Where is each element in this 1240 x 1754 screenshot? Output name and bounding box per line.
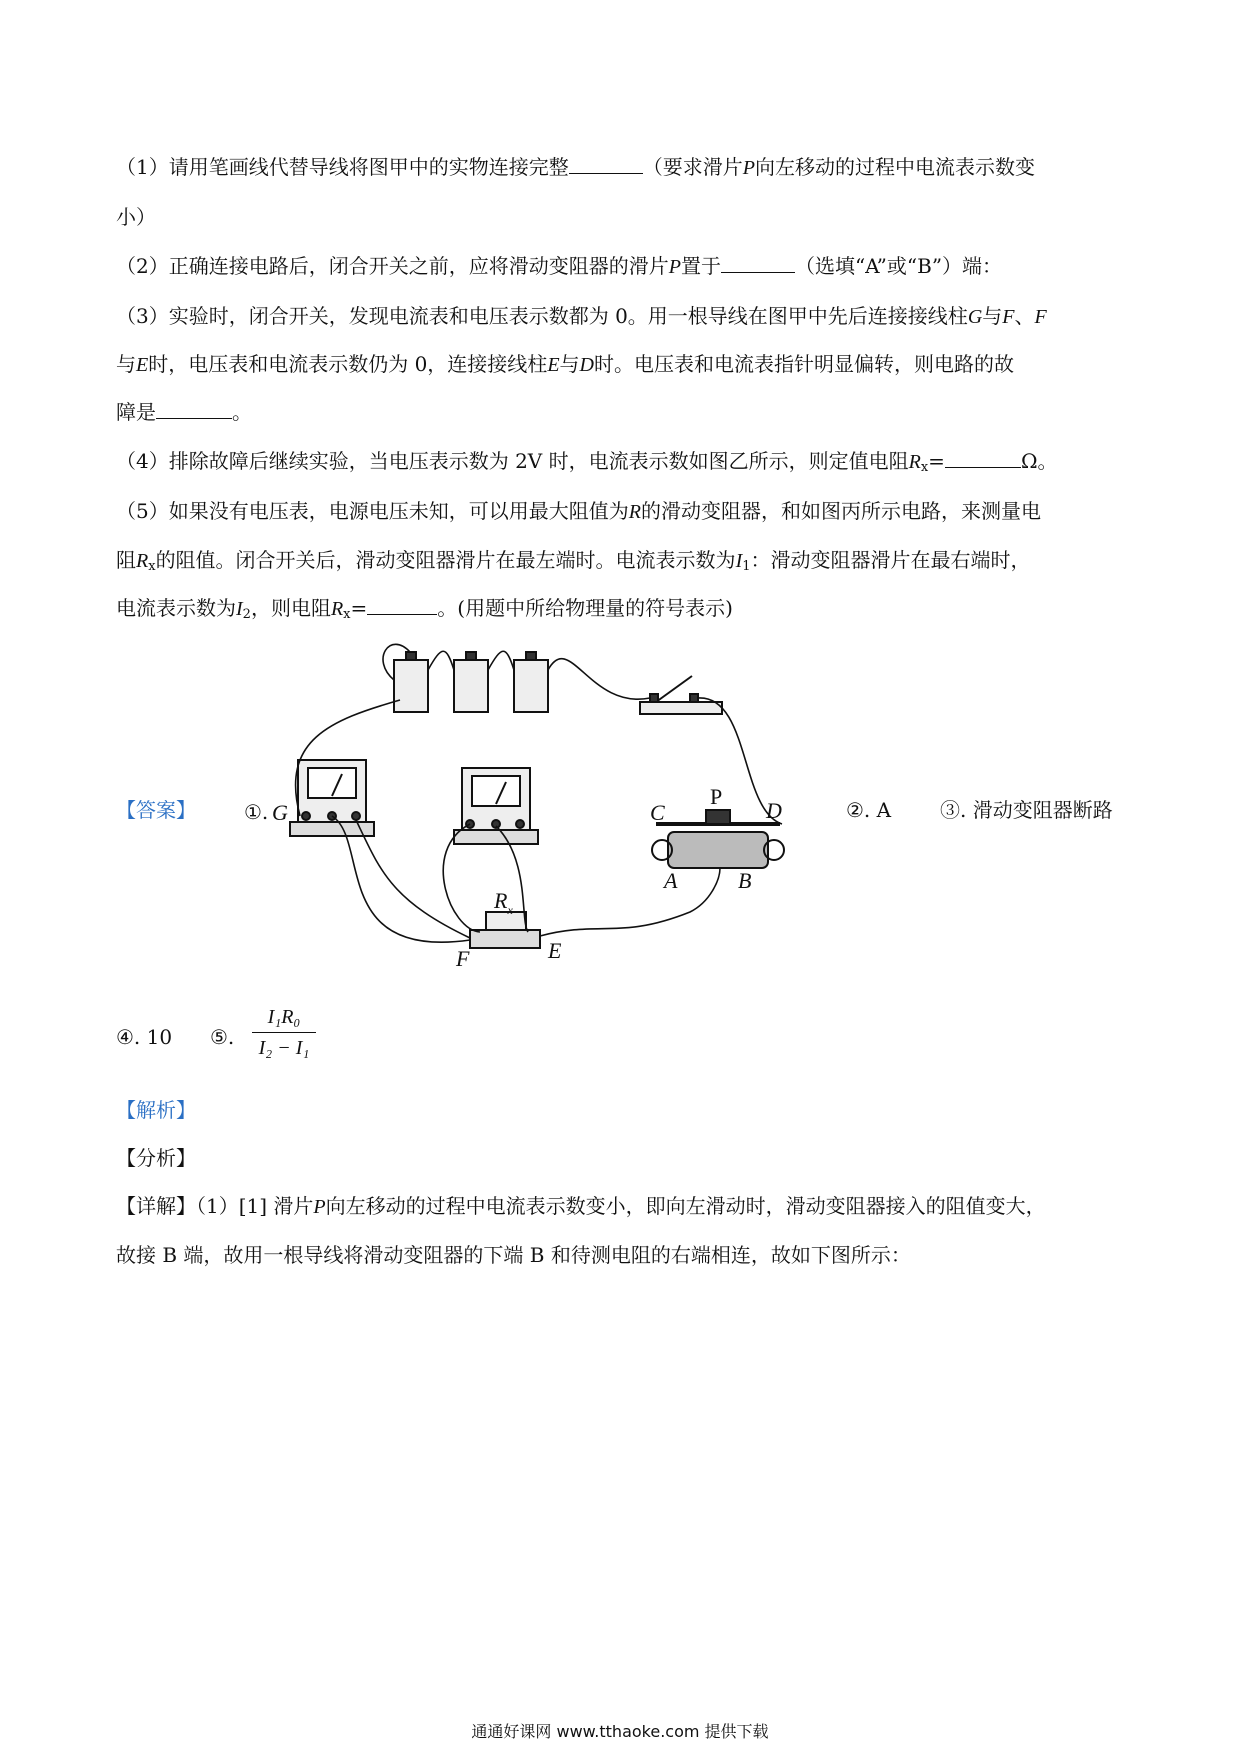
q4-blank (945, 447, 1021, 468)
q3-text-line2-b: 时，电压表和电流表示数仍为 0，连接接线柱 (148, 352, 548, 376)
q1-line2 (116, 202, 156, 232)
q2-text-b: 置于 (680, 254, 721, 278)
q3-text-line2-c: 与 (559, 352, 580, 376)
q2-line (116, 251, 1002, 282)
q4-text-a: （4）排除故障后继续实验，当电压表示数为 2V 时，电流表示数如图乙所示，则定值电阻 (116, 449, 909, 473)
battery-icon (394, 652, 548, 712)
detail-line1 (116, 1191, 1046, 1222)
q1-text-c: 向左移动的过程中电流表示数变 (754, 155, 1035, 179)
q5-text-a: （5）如果没有电压表，电源电压未知，可以用最大阻值为 (116, 499, 629, 523)
answer-tag: 【答案】 (116, 798, 196, 822)
q5-sub-x2: x (343, 607, 351, 622)
label-f: F (456, 946, 470, 970)
q3-var-e: E (136, 354, 149, 376)
q2-text-a: （2）正确连接电路后，闭合开关之前，应将滑动变阻器的滑片 (116, 254, 669, 278)
label-g: G (272, 800, 288, 825)
label-d: D (766, 798, 782, 823)
detail-text-a: （1）[1] 滑片 (196, 1194, 314, 1218)
q3-var-g: G (967, 306, 983, 328)
voltmeter-icon (454, 768, 538, 844)
answer-5-fraction (252, 1004, 316, 1061)
q5-text-line3-a: 电流表示数为 (116, 596, 236, 620)
q3-text-a: （3）实验时，闭合开关，发现电流表和电压表示数都为 0。用一根导线在图甲中先后连接接线柱 (116, 304, 968, 328)
fraction-denominator: I₂ − I₁ (258, 1037, 310, 1059)
label-rx: $R_x$ (494, 888, 513, 917)
detail-text-b: 向左移动的过程中电流表示数变小，即向左滑动时，滑动变阻器接入的阻值变大， (325, 1194, 1046, 1218)
resistor-icon (470, 912, 540, 948)
label-b: B (738, 868, 752, 893)
q1-blank (569, 153, 643, 174)
q3-blank (156, 398, 232, 419)
q5-text-line2-a: 阻 (116, 548, 136, 572)
q5-sub-1: 1 (742, 559, 751, 574)
q1-text-b: （要求滑片 (642, 155, 743, 179)
q4-line (116, 446, 1058, 483)
q5-sub-x: x (148, 559, 156, 574)
ammeter-icon (290, 760, 374, 836)
analysis-tag: 【解析】 (116, 1098, 196, 1122)
q2-var-p: P (668, 256, 681, 278)
label-e: E (548, 938, 562, 963)
fraction-bar (252, 1032, 316, 1033)
q3-var-d: D (579, 354, 594, 376)
detail-tag: 【详解】 (116, 1194, 196, 1218)
rheostat-icon (652, 810, 784, 868)
q3-line3 (116, 397, 252, 427)
q5-line1 (116, 496, 1041, 527)
q5-var-r3: R (330, 598, 344, 620)
q5-sub-2: 2 (242, 607, 251, 622)
answer-5-marker: ⑤. (210, 1025, 235, 1049)
q5-text-line3-c: = (350, 596, 368, 620)
answer-2: ②. A (846, 798, 892, 822)
q5-line2 (116, 545, 1031, 582)
q5-var-r: R (628, 501, 641, 523)
q3-line1 (116, 301, 1047, 332)
answer-4: ④. 10 (116, 1025, 173, 1049)
q1-text-a: （1）请用笔画线代替导线将图甲中的实物连接完整 (116, 155, 569, 179)
q5-text-line2-b: 的阻值。闭合开关后，滑动变阻器滑片在最左端时。电流表示数为 (155, 548, 736, 572)
q3-text-line3-b: 。 (232, 400, 252, 424)
answer-1-marker: ①. (244, 800, 269, 824)
q3-line2 (116, 349, 1014, 380)
q4-sub-x: x (920, 460, 929, 475)
switch-icon (640, 676, 722, 714)
q3-text-b: 与 (982, 304, 1003, 328)
q1-line1 (116, 152, 1035, 183)
q5-var-i2: I (236, 598, 243, 620)
label-c: C (650, 800, 665, 825)
circuit-diagram (270, 640, 830, 970)
q4-text-c: Ω。 (1020, 449, 1058, 473)
q4-text-b: = (928, 449, 945, 473)
analysis-fenxi: 【分析】 (116, 1146, 196, 1170)
answer-3: ③. 滑动变阻器断路 (940, 798, 1113, 822)
q5-text-line3-b: ，则电阻 (250, 596, 331, 620)
q3-var-e2: E (547, 354, 560, 376)
q2-blank (721, 252, 795, 273)
label-p: P (710, 784, 723, 809)
q3-text-c: 、 (1014, 304, 1035, 328)
q5-blank (367, 594, 437, 615)
q5-var-i1: I (735, 550, 743, 572)
q3-var-f2: F (1034, 306, 1047, 328)
page-footer: 通通好课网 www.tthaoke.com 提供下载 (471, 1722, 769, 1741)
q2-text-c: （选填“A”或“B”）端： (794, 254, 1003, 278)
q5-text-b: 的滑动变阻器，和如图丙所示电路，来测量电 (640, 499, 1041, 523)
q3-text-line2-d: 时。电压表和电流表指针明显偏转，则电路的故 (593, 352, 1014, 376)
q3-text-line3-a: 障是 (116, 400, 156, 424)
q5-text-line3-d: 。(用题中所给物理量的符号表示) (437, 596, 733, 620)
fraction-numerator: I₁R₀ (267, 1006, 301, 1028)
q5-line3 (116, 593, 733, 630)
q5-text-line2-c: ：滑动变阻器滑片在最右端时， (750, 548, 1031, 572)
q3-var-f: F (1002, 306, 1015, 328)
detail-var-p: P (313, 1196, 326, 1218)
q1-var-p: P (742, 157, 755, 179)
label-a: A (664, 868, 678, 893)
q3-text-line2-a: 与 (116, 352, 136, 376)
q1-text-line2: 小） (116, 205, 156, 229)
q4-var-r: R (908, 451, 921, 473)
detail-line2: 故接 B 端，故用一根导线将滑动变阻器的下端 B 和待测电阻的右端相连，故如下图所示： (116, 1243, 911, 1267)
q5-var-r2: R (136, 550, 149, 572)
